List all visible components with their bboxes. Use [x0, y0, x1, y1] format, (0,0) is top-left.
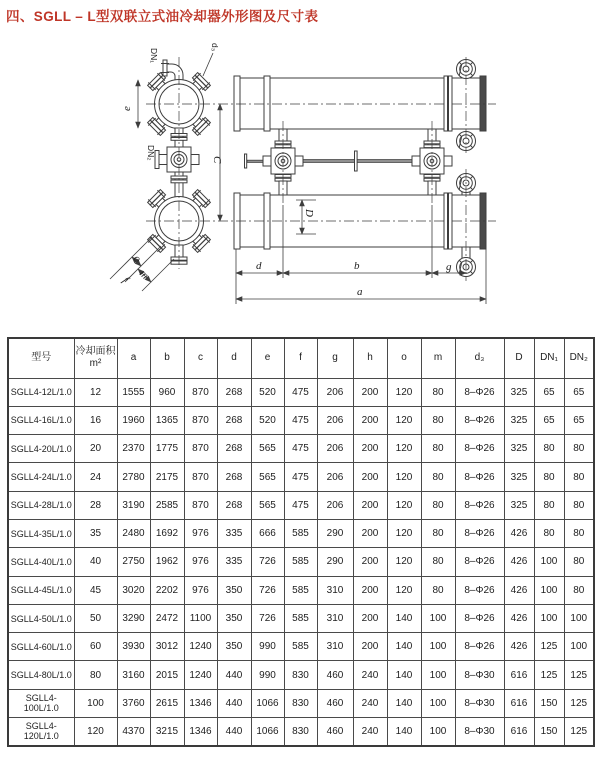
value-cell: 8–Φ26: [455, 633, 504, 661]
value-cell: 140: [387, 661, 421, 689]
value-cell: 1240: [184, 661, 217, 689]
table-row: [8, 378, 594, 406]
table-row: [8, 435, 594, 463]
value-cell: 440: [217, 689, 251, 717]
value-cell: 325: [504, 435, 534, 463]
value-cell: 350: [217, 633, 251, 661]
value-cell: 140: [387, 718, 421, 746]
model-cell: SGLL4-28L/1.0: [8, 491, 74, 519]
value-cell: 8–Φ30: [455, 718, 504, 746]
value-cell: 585: [284, 519, 317, 547]
value-cell: 100: [534, 576, 564, 604]
value-cell: 616: [504, 718, 534, 746]
value-cell: 100: [534, 604, 564, 632]
value-cell: 120: [387, 463, 421, 491]
value-cell: 80: [534, 491, 564, 519]
value-cell: 2480: [117, 519, 150, 547]
value-cell: 200: [353, 463, 387, 491]
value-cell: 206: [317, 491, 353, 519]
value-cell: 8–Φ26: [455, 491, 504, 519]
value-cell: 726: [251, 604, 284, 632]
value-cell: 976: [184, 519, 217, 547]
value-cell: 2780: [117, 463, 150, 491]
value-cell: 440: [217, 661, 251, 689]
header-row: [8, 338, 594, 378]
value-cell: 80: [534, 519, 564, 547]
value-cell: 80: [421, 463, 455, 491]
value-cell: 8–Φ26: [455, 463, 504, 491]
table-row: [8, 633, 594, 661]
table-row: [8, 604, 594, 632]
value-cell: 8–Φ26: [455, 519, 504, 547]
value-cell: 585: [284, 548, 317, 576]
value-cell: 1066: [251, 718, 284, 746]
label-a: a: [357, 286, 363, 298]
value-cell: 325: [504, 406, 534, 434]
value-cell: 830: [284, 689, 317, 717]
model-cell: SGLL4-50L/1.0: [8, 604, 74, 632]
value-cell: 100: [564, 633, 594, 661]
value-cell: 4370: [117, 718, 150, 746]
label-d: d: [256, 260, 262, 272]
col-header-DN1: DN₁: [534, 338, 564, 378]
value-cell: 426: [504, 604, 534, 632]
value-cell: 1240: [184, 633, 217, 661]
table-body: [8, 378, 594, 746]
value-cell: 140: [387, 689, 421, 717]
label-g: g: [446, 261, 452, 273]
col-header-model: 型号: [8, 338, 74, 378]
value-cell: 65: [534, 406, 564, 434]
value-cell: 100: [74, 689, 117, 717]
value-cell: 100: [421, 689, 455, 717]
col-header-b: b: [150, 338, 184, 378]
value-cell: 976: [184, 576, 217, 604]
value-cell: 80: [421, 491, 455, 519]
table-row: [8, 519, 594, 547]
value-cell: 2202: [150, 576, 184, 604]
value-cell: 200: [353, 519, 387, 547]
value-cell: 960: [150, 378, 184, 406]
value-cell: 8–Φ26: [455, 406, 504, 434]
value-cell: 585: [284, 576, 317, 604]
label-f: f: [119, 274, 131, 286]
value-cell: 726: [251, 576, 284, 604]
model-cell: SGLL4-16L/1.0: [8, 406, 74, 434]
value-cell: 140: [387, 633, 421, 661]
value-cell: 520: [251, 378, 284, 406]
value-cell: 80: [534, 435, 564, 463]
value-cell: 8–Φ26: [455, 604, 504, 632]
value-cell: 125: [564, 689, 594, 717]
value-cell: 268: [217, 491, 251, 519]
col-header-d3: d₃: [455, 338, 504, 378]
table-row: [8, 718, 594, 746]
value-cell: 100: [564, 604, 594, 632]
value-cell: 100: [421, 633, 455, 661]
value-cell: 200: [353, 435, 387, 463]
value-cell: 268: [217, 378, 251, 406]
col-header-h: h: [353, 338, 387, 378]
value-cell: 830: [284, 718, 317, 746]
label-e: e: [121, 106, 133, 111]
value-cell: 310: [317, 604, 353, 632]
value-cell: 206: [317, 378, 353, 406]
model-cell: SGLL4-24L/1.0: [8, 463, 74, 491]
value-cell: 290: [317, 519, 353, 547]
col-header-D: D: [504, 338, 534, 378]
label-dn1: DN₁: [149, 48, 159, 64]
value-cell: 16: [74, 406, 117, 434]
value-cell: 460: [317, 661, 353, 689]
value-cell: 125: [564, 718, 594, 746]
value-cell: 3012: [150, 633, 184, 661]
value-cell: 325: [504, 491, 534, 519]
value-cell: 125: [564, 661, 594, 689]
value-cell: 325: [504, 378, 534, 406]
value-cell: 1346: [184, 689, 217, 717]
valve-linkage: [245, 129, 453, 195]
value-cell: 206: [317, 435, 353, 463]
value-cell: 120: [387, 406, 421, 434]
value-cell: 616: [504, 689, 534, 717]
value-cell: 28: [74, 491, 117, 519]
value-cell: 3290: [117, 604, 150, 632]
value-cell: 2472: [150, 604, 184, 632]
value-cell: 426: [504, 519, 534, 547]
value-cell: 1066: [251, 689, 284, 717]
label-o: o: [130, 252, 144, 266]
value-cell: 325: [504, 463, 534, 491]
model-cell: SGLL4-60L/1.0: [8, 633, 74, 661]
value-cell: 8–Φ26: [455, 435, 504, 463]
value-cell: 1100: [184, 604, 217, 632]
value-cell: 870: [184, 435, 217, 463]
value-cell: 1346: [184, 718, 217, 746]
model-cell: SGLL4-40L/1.0: [8, 548, 74, 576]
table-row: [8, 406, 594, 434]
value-cell: 1962: [150, 548, 184, 576]
table-row: [8, 576, 594, 604]
value-cell: 65: [564, 406, 594, 434]
value-cell: 990: [251, 633, 284, 661]
value-cell: 150: [534, 718, 564, 746]
value-cell: 200: [353, 576, 387, 604]
value-cell: 830: [284, 661, 317, 689]
value-cell: 8–Φ26: [455, 378, 504, 406]
model-cell: SGLL4-45L/1.0: [8, 576, 74, 604]
value-cell: 24: [74, 463, 117, 491]
changeover-valve-dn2: [155, 147, 199, 197]
value-cell: 475: [284, 463, 317, 491]
value-cell: 80: [421, 378, 455, 406]
value-cell: 268: [217, 463, 251, 491]
value-cell: 2585: [150, 491, 184, 519]
value-cell: 65: [564, 378, 594, 406]
cylinder-upper: [234, 60, 486, 151]
value-cell: 100: [534, 548, 564, 576]
value-cell: 200: [353, 378, 387, 406]
value-cell: 616: [504, 661, 534, 689]
value-cell: 120: [387, 576, 421, 604]
value-cell: 585: [284, 604, 317, 632]
value-cell: 520: [251, 406, 284, 434]
value-cell: 200: [353, 604, 387, 632]
value-cell: 565: [251, 435, 284, 463]
col-header-d: d: [217, 338, 251, 378]
value-cell: 240: [353, 661, 387, 689]
value-cell: 2750: [117, 548, 150, 576]
model-cell: SGLL4-12L/1.0: [8, 378, 74, 406]
col-header-e: e: [251, 338, 284, 378]
col-header-g: g: [317, 338, 353, 378]
value-cell: 3215: [150, 718, 184, 746]
value-cell: 426: [504, 548, 534, 576]
value-cell: 335: [217, 548, 251, 576]
value-cell: 125: [534, 633, 564, 661]
value-cell: 8–Φ30: [455, 661, 504, 689]
value-cell: 120: [387, 435, 421, 463]
value-cell: 2615: [150, 689, 184, 717]
value-cell: 310: [317, 576, 353, 604]
model-cell: SGLL4-120L/1.0: [8, 718, 74, 746]
table-row: [8, 689, 594, 717]
value-cell: 3020: [117, 576, 150, 604]
value-cell: 8–Φ26: [455, 548, 504, 576]
label-dn2: DN₂: [146, 145, 156, 161]
value-cell: 80: [421, 519, 455, 547]
value-cell: 80: [421, 435, 455, 463]
value-cell: 585: [284, 633, 317, 661]
value-cell: 50: [74, 604, 117, 632]
value-cell: 3160: [117, 661, 150, 689]
value-cell: 120: [74, 718, 117, 746]
value-cell: 200: [353, 491, 387, 519]
value-cell: 8–Φ26: [455, 576, 504, 604]
value-cell: 40: [74, 548, 117, 576]
value-cell: 460: [317, 718, 353, 746]
value-cell: 565: [251, 463, 284, 491]
label-C: C: [211, 156, 223, 164]
value-cell: 35: [74, 519, 117, 547]
value-cell: 200: [353, 548, 387, 576]
value-cell: 350: [217, 604, 251, 632]
value-cell: 80: [564, 548, 594, 576]
value-cell: 200: [353, 406, 387, 434]
value-cell: 565: [251, 491, 284, 519]
value-cell: 65: [534, 378, 564, 406]
col-header-o: o: [387, 338, 421, 378]
value-cell: 440: [217, 718, 251, 746]
page-title: 四、SGLL – L型双联立式油冷却器外形图及尺寸表: [6, 9, 319, 24]
value-cell: 120: [387, 491, 421, 519]
col-header-DN2: DN₂: [564, 338, 594, 378]
value-cell: 426: [504, 633, 534, 661]
value-cell: 60: [74, 633, 117, 661]
model-cell: SGLL4-35L/1.0: [8, 519, 74, 547]
outline-drawing: [0, 33, 600, 335]
value-cell: 870: [184, 463, 217, 491]
value-cell: 1960: [117, 406, 150, 434]
value-cell: 2015: [150, 661, 184, 689]
value-cell: 140: [387, 604, 421, 632]
value-cell: 3930: [117, 633, 150, 661]
label-b: b: [354, 260, 360, 272]
table-header: [8, 338, 594, 378]
value-cell: 120: [387, 378, 421, 406]
table-row: [8, 463, 594, 491]
value-cell: 475: [284, 435, 317, 463]
value-cell: 45: [74, 576, 117, 604]
label-m: m: [136, 267, 151, 282]
value-cell: 1775: [150, 435, 184, 463]
value-cell: 870: [184, 491, 217, 519]
value-cell: 1692: [150, 519, 184, 547]
value-cell: 475: [284, 491, 317, 519]
value-cell: 3760: [117, 689, 150, 717]
value-cell: 976: [184, 548, 217, 576]
col-header-f: f: [284, 338, 317, 378]
value-cell: 460: [317, 689, 353, 717]
col-header-a: a: [117, 338, 150, 378]
value-cell: 268: [217, 406, 251, 434]
value-cell: 310: [317, 633, 353, 661]
value-cell: 350: [217, 576, 251, 604]
value-cell: 240: [353, 689, 387, 717]
value-cell: 1365: [150, 406, 184, 434]
value-cell: 206: [317, 406, 353, 434]
model-cell: SGLL4-20L/1.0: [8, 435, 74, 463]
value-cell: 335: [217, 519, 251, 547]
table-row: [8, 491, 594, 519]
value-cell: 666: [251, 519, 284, 547]
col-header-c: c: [184, 338, 217, 378]
value-cell: 206: [317, 463, 353, 491]
value-cell: 1555: [117, 378, 150, 406]
value-cell: 240: [353, 718, 387, 746]
value-cell: 120: [387, 519, 421, 547]
value-cell: 990: [251, 661, 284, 689]
value-cell: 20: [74, 435, 117, 463]
value-cell: 268: [217, 435, 251, 463]
label-D: D: [303, 209, 315, 217]
value-cell: 100: [421, 718, 455, 746]
value-cell: 726: [251, 548, 284, 576]
value-cell: 80: [564, 463, 594, 491]
value-cell: 290: [317, 548, 353, 576]
value-cell: 200: [353, 633, 387, 661]
table-row: [8, 661, 594, 689]
model-cell: SGLL4-100L/1.0: [8, 689, 74, 717]
value-cell: 870: [184, 378, 217, 406]
value-cell: 80: [421, 406, 455, 434]
col-header-m: m: [421, 338, 455, 378]
dimension-table: [7, 337, 595, 747]
label-d3: d₃: [210, 43, 220, 52]
value-cell: 80: [421, 576, 455, 604]
value-cell: 426: [504, 576, 534, 604]
value-cell: 120: [387, 548, 421, 576]
value-cell: 80: [534, 463, 564, 491]
value-cell: 3190: [117, 491, 150, 519]
value-cell: 475: [284, 378, 317, 406]
value-cell: 80: [421, 548, 455, 576]
value-cell: 475: [284, 406, 317, 434]
value-cell: 80: [564, 435, 594, 463]
model-cell: SGLL4-80L/1.0: [8, 661, 74, 689]
value-cell: 80: [564, 519, 594, 547]
value-cell: 80: [564, 576, 594, 604]
value-cell: 125: [534, 661, 564, 689]
value-cell: 100: [421, 604, 455, 632]
value-cell: 12: [74, 378, 117, 406]
col-header-area: 冷却面积 m²: [74, 338, 117, 378]
value-cell: 150: [534, 689, 564, 717]
table-row: [8, 548, 594, 576]
value-cell: 100: [421, 661, 455, 689]
value-cell: 870: [184, 406, 217, 434]
value-cell: 2175: [150, 463, 184, 491]
value-cell: 80: [74, 661, 117, 689]
value-cell: 2370: [117, 435, 150, 463]
value-cell: 80: [564, 491, 594, 519]
value-cell: 8–Φ30: [455, 689, 504, 717]
